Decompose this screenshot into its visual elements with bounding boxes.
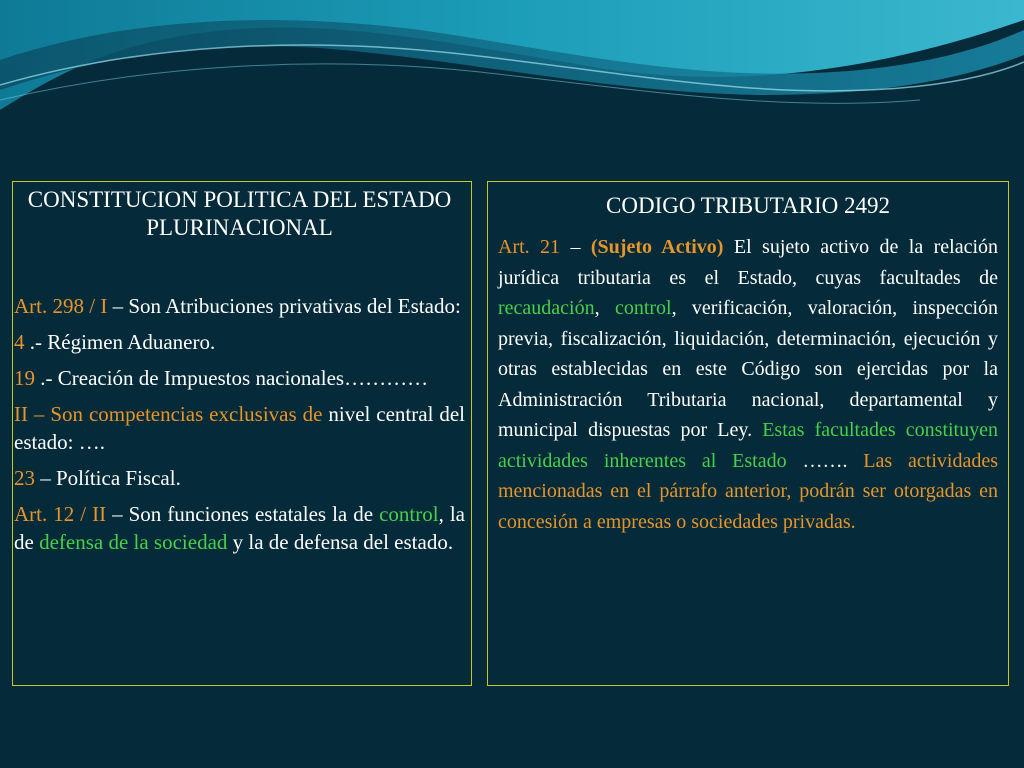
article-298-paragraph — [14, 292, 465, 320]
article-21-text-2: , — [594, 297, 615, 319]
item-4-number: 4 — [14, 330, 25, 354]
tax-code-title: CODIGO TRIBUTARIO 2492 — [606, 193, 890, 218]
item-23-paragraph — [14, 464, 465, 492]
article-21-highlight-recaudacion: recaudación — [498, 297, 595, 319]
article-12-text-2: , la de — [14, 502, 465, 554]
article-21-ref: Art. 21 — [498, 236, 571, 258]
article-21-subject: (Sujeto Activo) — [590, 236, 724, 258]
section-ii-text: nivel central del estado: …. — [14, 402, 465, 454]
item-4-text: .- Régimen Aduanero. — [24, 330, 216, 354]
article-21-text-3: , verificación, valoración, inspección previa, fiscalización, liquidación, determinación, ejecución y otras establecidas en este Código son ejercidas por la Administración Tributaria nacional, departamental y municipal dispuestas por Ley. — [498, 297, 998, 441]
article-21-dash: – — [570, 236, 591, 258]
article-12-ref: Art. 12 / II — [14, 502, 107, 526]
item-4-paragraph — [14, 328, 465, 356]
article-21-paragraph — [498, 232, 998, 537]
article-21-text-4: ……. — [786, 449, 848, 472]
item-23-text: – Política Fiscal. — [35, 466, 181, 490]
article-21-highlight-control: control — [614, 297, 672, 319]
section-ii-ref: II – Son competencias exclusivas de — [14, 402, 323, 426]
article-12-text-1: – Son funciones estatales la de — [106, 502, 380, 526]
article-21-tail: Las actividades mencionadas en el párrafo anterior, podrán ser otorgadas en concesión a empresas o sociedades privadas. — [498, 449, 999, 533]
article-12-paragraph — [14, 500, 465, 556]
tax-code-panel — [487, 181, 1009, 686]
article-12-highlight-defense: defensa de la sociedad — [39, 530, 228, 554]
decorative-wave-banner — [0, 0, 1024, 130]
article-298-ref: Art. 298 / I — [14, 294, 108, 318]
section-ii-paragraph — [14, 400, 465, 456]
article-21-text-1: El sujeto activo de la relación jurídica tributaria es el Estado, cuyas facultades de — [498, 236, 999, 289]
item-23-number: 23 — [14, 466, 35, 490]
constitution-panel — [12, 181, 472, 686]
article-298-text: – Son Atribuciones privativas del Estado: — [107, 294, 461, 318]
item-19-number: 19 — [14, 366, 35, 390]
item-19-text: .- Creación de Impuestos nacionales………… — [35, 366, 429, 390]
article-12-highlight-control: control — [379, 502, 439, 526]
item-19-paragraph — [14, 364, 465, 392]
constitution-title: CONSTITUCION POLITICA DEL ESTADO PLURINACIONAL — [27, 187, 452, 240]
article-12-text-3: y la de defensa del estado. — [227, 530, 454, 554]
article-21-highlight-inherent: Estas facultades constituyen actividades inherentes al Estado — [498, 419, 998, 472]
